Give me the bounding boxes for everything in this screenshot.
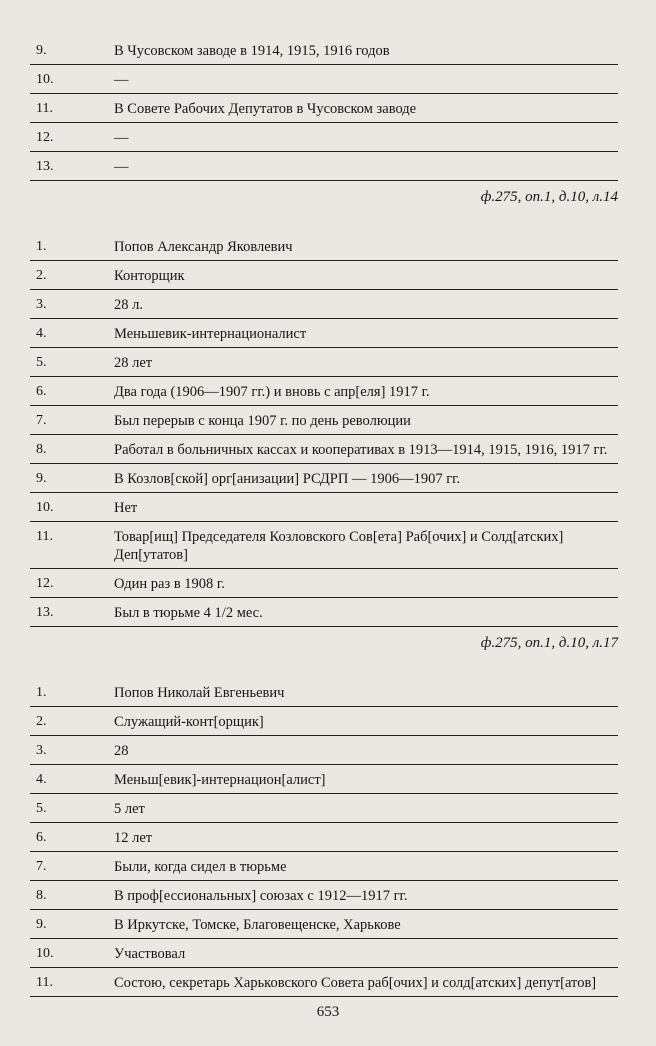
entry-row bbox=[30, 36, 618, 65]
entry-number: 11. bbox=[36, 101, 53, 116]
entry-number: 5. bbox=[36, 355, 47, 370]
page-number: 653 bbox=[316, 1004, 340, 1020]
entry-text: Был перерыв с конца 1907 г. по день революции bbox=[114, 413, 411, 429]
entry-row bbox=[30, 968, 618, 997]
entry-row bbox=[30, 678, 618, 707]
entry-number: 10. bbox=[36, 72, 54, 87]
entry-number: 8. bbox=[36, 442, 47, 457]
entry-row bbox=[30, 910, 618, 939]
entry-text: 12 лет bbox=[114, 830, 153, 846]
entry-row bbox=[30, 736, 618, 765]
entry-row bbox=[30, 794, 618, 823]
entry-number: 13. bbox=[36, 159, 54, 174]
entry-text: Товар[ищ] Председателя Козловского Сов[ета] Раб[очих] и Солд[атских] Деп[утатов] bbox=[114, 529, 564, 563]
entry-text: 5 лет bbox=[114, 801, 145, 817]
entry-text: Два года (1906—1907 гг.) и вновь с апр[еля] 1917 г. bbox=[114, 384, 430, 400]
entry-number: 5. bbox=[36, 801, 47, 816]
entry-text: — bbox=[114, 130, 129, 146]
entry-text: Попов Александр Яковлевич bbox=[114, 239, 293, 255]
block-3 bbox=[30, 678, 618, 997]
entry-row bbox=[30, 765, 618, 794]
entry-number: 1. bbox=[36, 239, 47, 254]
entry-row bbox=[30, 881, 618, 910]
entry-number: 6. bbox=[36, 384, 47, 399]
entry-row bbox=[30, 707, 618, 736]
entry-number: 9. bbox=[36, 917, 47, 932]
entry-number: 9. bbox=[36, 43, 47, 58]
entry-row bbox=[30, 94, 618, 123]
entry-row bbox=[30, 232, 618, 261]
entry-row bbox=[30, 152, 618, 181]
entry-row bbox=[30, 493, 618, 522]
entry-text: В Иркутске, Томске, Благовещенске, Харькове bbox=[114, 917, 401, 933]
entry-text: Служащий-конт[орщик] bbox=[114, 714, 264, 730]
entry-number: 11. bbox=[36, 975, 53, 990]
entry-text: 28 лет bbox=[114, 355, 153, 371]
entry-number: 3. bbox=[36, 297, 47, 312]
entry-number: 12. bbox=[36, 130, 54, 145]
entry-text: Меньшевик-интернационалист bbox=[114, 326, 307, 342]
entry-text: Попов Николай Евгеньевич bbox=[114, 685, 285, 701]
entry-number: 7. bbox=[36, 413, 47, 428]
entry-row bbox=[30, 348, 618, 377]
entry-number: 10. bbox=[36, 500, 54, 515]
entry-row bbox=[30, 464, 618, 493]
entry-number: 2. bbox=[36, 268, 47, 283]
archive-ref-2: ф.275, оп.1, д.10, л.17 bbox=[480, 635, 618, 651]
entry-row bbox=[30, 598, 618, 627]
entry-number: 6. bbox=[36, 830, 47, 845]
content bbox=[30, 36, 618, 997]
entry-text: Работал в больничных кассах и кооперативах в 1913—1914, 1915, 1916, 1917 гг. bbox=[114, 442, 608, 458]
entry-row bbox=[30, 435, 618, 464]
entry-text: — bbox=[114, 72, 129, 88]
archive-ref-1: ф.275, оп.1, д.10, л.14 bbox=[480, 189, 618, 205]
entry-text: Был в тюрьме 4 1/2 мес. bbox=[114, 605, 263, 621]
entry-text: В проф[ессиональных] союзах с 1912—1917 гг. bbox=[114, 888, 408, 904]
entry-text: 28 л. bbox=[114, 297, 143, 313]
entry-row bbox=[30, 939, 618, 968]
entry-number: 10. bbox=[36, 946, 54, 961]
entry-row bbox=[30, 852, 618, 881]
entry-row bbox=[30, 823, 618, 852]
entry-row bbox=[30, 290, 618, 319]
entry-text: Меньш[евик]-интернацион[алист] bbox=[114, 772, 326, 788]
entry-text: Нет bbox=[114, 500, 138, 516]
entry-text: В Чусовском заводе в 1914, 1915, 1916 годов bbox=[114, 43, 390, 59]
entry-number: 4. bbox=[36, 772, 47, 787]
entry-number: 2. bbox=[36, 714, 47, 729]
entry-text: Участвовал bbox=[114, 946, 186, 962]
entry-number: 8. bbox=[36, 888, 47, 903]
entry-text: В Козлов[ской] орг[анизации] РСДРП — 1906—1907 гг. bbox=[114, 471, 461, 487]
entry-row bbox=[30, 261, 618, 290]
entry-text: Были, когда сидел в тюрьме bbox=[114, 859, 287, 875]
entry-text: Конторщик bbox=[114, 268, 185, 284]
entry-row bbox=[30, 522, 618, 569]
entry-number: 4. bbox=[36, 326, 47, 341]
entry-number: 9. bbox=[36, 471, 47, 486]
entry-row bbox=[30, 569, 618, 598]
entry-text: В Совете Рабочих Депутатов в Чусовском заводе bbox=[114, 101, 417, 117]
entry-row bbox=[30, 123, 618, 152]
entry-number: 3. bbox=[36, 743, 47, 758]
entry-number: 1. bbox=[36, 685, 47, 700]
entry-number: 11. bbox=[36, 529, 53, 544]
entry-row bbox=[30, 65, 618, 94]
entry-number: 7. bbox=[36, 859, 47, 874]
entry-text: — bbox=[114, 159, 129, 175]
entry-number: 12. bbox=[36, 576, 54, 591]
entry-row bbox=[30, 406, 618, 435]
entry-text: Один раз в 1908 г. bbox=[114, 576, 225, 592]
entry-text: 28 bbox=[114, 743, 129, 759]
entry-number: 13. bbox=[36, 605, 54, 620]
entry-text: Состою, секретарь Харьковского Совета раб[очих] и солд[атских] депут[атов] bbox=[114, 975, 597, 991]
block-2 bbox=[30, 232, 618, 627]
entry-row bbox=[30, 319, 618, 348]
block-1 bbox=[30, 36, 618, 181]
entry-row bbox=[30, 377, 618, 406]
